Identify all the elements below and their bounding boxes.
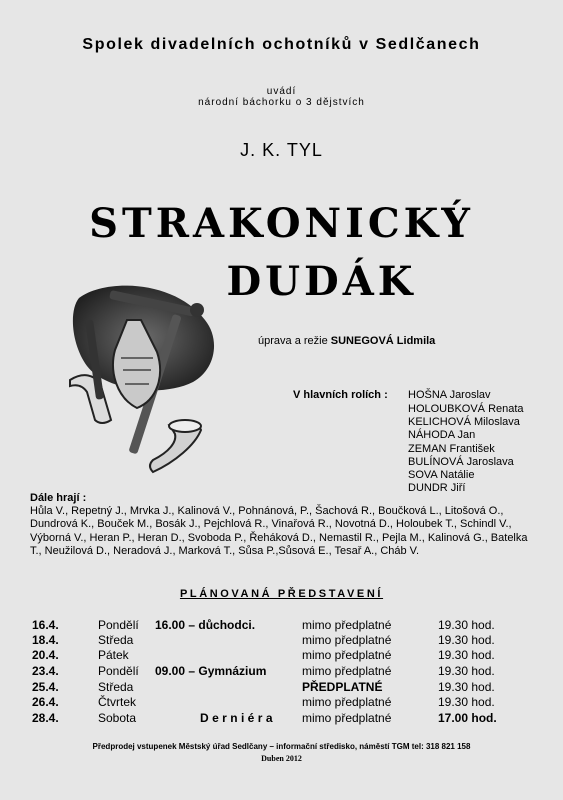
show-time: 19.30 hod. [438, 618, 495, 632]
cast-member: NÁHODA Jan [408, 429, 476, 441]
show-time: 19.30 hod. [438, 680, 495, 694]
show-time: 17.00 hod. [438, 711, 497, 725]
show-time: 19.30 hod. [438, 664, 495, 678]
poster-date: Duben 2012 [261, 754, 302, 763]
show-day: Středa [98, 633, 134, 647]
show-day: Čtvrtek [98, 695, 137, 709]
show-time: 19.30 hod. [438, 648, 495, 662]
schedule-row [32, 664, 542, 679]
supporting-cast-list: Hůla V., Repetný J., Mrvka J., Kalinová V., Pohnánová, P., Šachová R., Boučková L., Litošová O., Dundrová K., Bouček M., Bosák J., Pejchlová R., Vinařová R., Novotná D., Holoubek T., Schindl V., Výborná V., Heran P., Heran D., Svoboda P., Řeháková D., Nemastil R., Pejla M., Kalinová G., Batelka T., Neužilová D., Neradová J., Marková T., Sůsa P.,Sůsová E., Tesař A., Cháb V. [30, 505, 528, 557]
show-day: Středa [98, 680, 134, 694]
show-time: 19.30 hod. [438, 633, 495, 647]
direction-credit [258, 335, 435, 347]
organization-name: Spolek divadelních ochotníků v Sedlčanech [82, 36, 481, 53]
show-subscription: mimo předplatné [302, 664, 392, 678]
schedule-row [32, 695, 542, 710]
show-note: 09.00 – Gymnázium [155, 664, 267, 678]
show-date: 16.4. [32, 618, 59, 632]
show-note: 16.00 – důchodci. [155, 618, 256, 632]
show-subscription: PŘEDPLATNÉ [302, 680, 383, 694]
play-title-line1: STRAKONICKÝ [89, 200, 474, 247]
cast-member: HOŠNA Jaroslav [408, 389, 491, 401]
presale-info: Předprodej vstupenek Městský úřad Sedlčany – informační středisko, náměstí TGM tel: 318 821 158 [92, 742, 471, 751]
schedule-row [32, 618, 542, 633]
show-date: 25.4. [32, 680, 59, 694]
show-date: 18.4. [32, 633, 59, 647]
cast-member: BULÍNOVÁ Jaroslava [408, 456, 514, 468]
show-day: Pondělí [98, 664, 139, 678]
show-subscription: mimo předplatné [302, 648, 392, 662]
director-name: SUNEGOVÁ Lidmila [330, 335, 436, 347]
show-date: 26.4. [32, 695, 59, 709]
direction-prefix: úprava a režie [258, 335, 328, 347]
show-time: 19.30 hod. [438, 695, 495, 709]
play-title-line2: DUDÁK [226, 258, 417, 305]
main-cast-label: V hlavních rolích : [293, 389, 388, 401]
schedule-row [32, 648, 542, 663]
supporting-cast-label: Dále hrají : [30, 492, 87, 504]
show-day: Pondělí [98, 618, 139, 632]
cast-member: ZEMAN František [408, 443, 495, 455]
show-note: Derniéra [200, 711, 276, 725]
show-subscription: mimo předplatné [302, 618, 392, 632]
bagpipe-illustration [65, 280, 225, 480]
supporting-cast [30, 492, 540, 558]
show-date: 28.4. [32, 711, 59, 725]
schedule-heading: PLÁNOVANÁ PŘEDSTAVENÍ [179, 588, 384, 600]
show-subscription: mimo předplatné [302, 711, 392, 725]
show-date: 23.4. [32, 664, 59, 678]
author-name: J. K. TYL [240, 140, 323, 160]
show-subscription: mimo předplatné [302, 633, 392, 647]
show-day: Pátek [98, 648, 129, 662]
show-subscription: mimo předplatné [302, 695, 392, 709]
cast-member: KELICHOVÁ Miloslava [408, 416, 520, 428]
show-day: Sobota [98, 711, 137, 725]
schedule-row [32, 680, 542, 695]
show-date: 20.4. [32, 648, 59, 662]
play-subtitle: národní báchorku o 3 dějstvích [198, 97, 365, 108]
presents-text: uvádí [266, 86, 297, 97]
cast-member: DUNDR Jiří [408, 482, 466, 494]
schedule-row [32, 633, 542, 648]
cast-member: HOLOUBKOVÁ Renata [408, 403, 524, 415]
schedule-row [32, 711, 542, 726]
cast-member: SOVA Natálie [408, 469, 475, 481]
